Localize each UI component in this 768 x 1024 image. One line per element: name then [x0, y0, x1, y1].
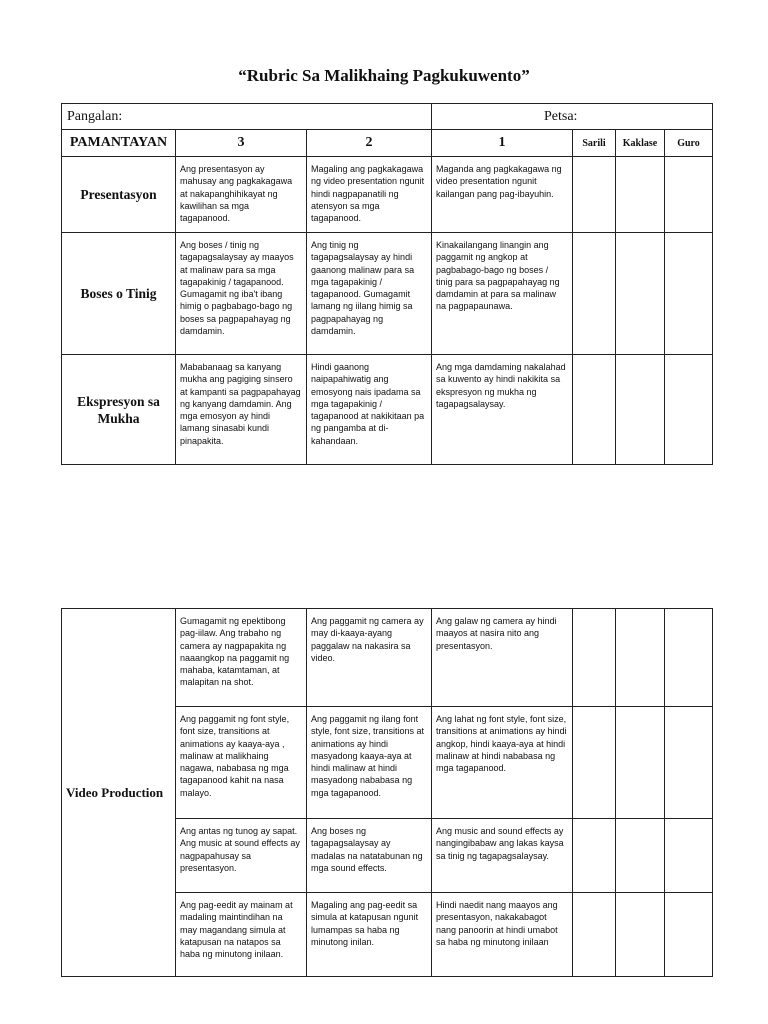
- criterion-label: Presentasyon: [62, 157, 176, 233]
- descriptor-score-3: Ang antas ng tunog ay sapat. Ang music at sound effects ay nagpapahusay sa presentasyon.: [176, 819, 307, 893]
- header-score-2: 2: [307, 130, 432, 157]
- header-score-1: 1: [432, 130, 573, 157]
- descriptor-score-1: Ang lahat ng font style, font size, transitions at animations ay hindi angkop, hindi kaaya-aya at hindi malinaw at hindi nababasa ng mga tagapanood.: [432, 707, 573, 819]
- descriptor-score-3: Ang pag-eedit ay mainam at madaling maintindihan na may magandang simula at katapusan na natapos sa haba ng minutong inilaan.: [176, 893, 307, 977]
- peer-score-cell[interactable]: [616, 355, 665, 465]
- self-score-cell[interactable]: [573, 819, 616, 893]
- descriptor-score-1: Maganda ang pagkakagawa ng video presentation ngunit kailangan pang pag-ibayuhin.: [432, 157, 573, 233]
- info-row: [62, 104, 713, 130]
- peer-score-cell[interactable]: [616, 707, 665, 819]
- descriptor-score-2: Ang boses ng tagapagsalaysay ay madalas na natatabunan ng mga sound effects.: [307, 819, 432, 893]
- descriptor-score-2: Ang paggamit ng camera ay may di-kaaya-ayang paggalaw na nakasira sa video.: [307, 609, 432, 707]
- teacher-score-cell[interactable]: [665, 893, 713, 977]
- descriptor-score-1: Ang galaw ng camera ay hindi maayos at nasira nito ang presentasyon.: [432, 609, 573, 707]
- descriptor-score-2: Magaling ang pagkakagawa ng video presentation ngunit hindi nagpapanatili ng atensyon sa mga tagapanood.: [307, 157, 432, 233]
- criterion-label: Boses o Tinig: [62, 233, 176, 355]
- rubric-table-main: [61, 103, 713, 465]
- descriptor-score-1: Kinakailangang linangin ang paggamit ng angkop at pagbabago-bago ng boses / tinig para sa pagpapahayag ng damdamin at para sa malinaw na pagpapaunawa.: [432, 233, 573, 355]
- teacher-score-cell[interactable]: [665, 707, 713, 819]
- header-self: Sarili: [573, 130, 616, 157]
- peer-score-cell[interactable]: [616, 893, 665, 977]
- criterion-label: Ekspresyon sa Mukha: [62, 355, 176, 465]
- rubric-row-presentasyon: [62, 157, 713, 233]
- teacher-score-cell[interactable]: [665, 609, 713, 707]
- teacher-score-cell[interactable]: [665, 355, 713, 465]
- descriptor-score-3: Mababanaag sa kanyang mukha ang pagiging sinsero at kampanti sa pagpapahayag ng kanyang damdamin. Ang mga emosyon ay hindi lamang sinasabi kundi pinapakita.: [176, 355, 307, 465]
- self-score-cell[interactable]: [573, 355, 616, 465]
- header-teacher: Guro: [665, 130, 713, 157]
- header-peer: Kaklase: [616, 130, 665, 157]
- self-score-cell[interactable]: [573, 893, 616, 977]
- teacher-score-cell[interactable]: [665, 233, 713, 355]
- descriptor-score-3: Ang boses / tinig ng tagapagsalaysay ay maayos at malinaw para sa mga tagapakinig / tagapanood. Gumagamit ng iba't ibang himig o pagbabago-bago ng boses sa pagpapahayag ng damdamin.: [176, 233, 307, 355]
- descriptor-score-3: Ang paggamit ng font style, font size, transitions at animations ay kaaya-aya , malinaw at malikhaing nagawa, nababasa ng mga tagapanood kahit na nasa malayo.: [176, 707, 307, 819]
- header-score-3: 3: [176, 130, 307, 157]
- peer-score-cell[interactable]: [616, 819, 665, 893]
- peer-score-cell[interactable]: [616, 157, 665, 233]
- criterion-label-video: Video Production: [62, 609, 176, 977]
- self-score-cell[interactable]: [573, 707, 616, 819]
- name-label: Pangalan:: [62, 104, 432, 130]
- descriptor-score-1: Ang mga damdaming nakalahad sa kuwento ay hindi nakikita sa ekspresyon ng mukha ng tagapagsalaysay.: [432, 355, 573, 465]
- descriptor-score-2: Ang tinig ng tagapagsalaysay ay hindi gaanong malinaw para sa mga tagapakinig / tagapanood. Gumagamit lamang ng iilang himig sa pagpapahayag ng damdamin.: [307, 233, 432, 355]
- video-row-camera: [62, 609, 713, 707]
- self-score-cell[interactable]: [573, 233, 616, 355]
- rubric-table-video: [61, 608, 713, 977]
- descriptor-score-3: Gumagamit ng epektibong pag-iilaw. Ang trabaho ng camera ay nagpapakita ng naaangkop na paggamit ng mahaba, katamtaman, at malapitan na shot.: [176, 609, 307, 707]
- rubric-row-ekspresyon: [62, 355, 713, 465]
- date-label: Petsa:: [432, 104, 713, 130]
- column-header-row: [62, 130, 713, 157]
- descriptor-score-3: Ang presentasyon ay mahusay ang pagkakagawa at nakapanghihikayat ng kawilihan sa mga tagapanood.: [176, 157, 307, 233]
- rubric-title: “Rubric Sa Malikhaing Pagkukuwento”: [238, 66, 530, 85]
- peer-score-cell[interactable]: [616, 609, 665, 707]
- teacher-score-cell[interactable]: [665, 819, 713, 893]
- self-score-cell[interactable]: [573, 609, 616, 707]
- teacher-score-cell[interactable]: [665, 157, 713, 233]
- descriptor-score-2: Ang paggamit ng ilang font style, font size, transitions at animations ay hindi masyadong kaaya-aya at hindi malinaw at hindi masyadong nababasa ng mga tagapanood.: [307, 707, 432, 819]
- descriptor-score-2: Hindi gaanong naipapahiwatig ang emosyong nais ipadama sa mga tagapakinig / tagapanood at nakikitaan pa ng pangamba at di-kahandaan.: [307, 355, 432, 465]
- descriptor-score-2: Magaling ang pag-eedit sa simula at katapusan ngunit lumampas sa haba ng minutong inilan.: [307, 893, 432, 977]
- rubric-row-boses: [62, 233, 713, 355]
- peer-score-cell[interactable]: [616, 233, 665, 355]
- header-criteria: PAMANTAYAN: [62, 130, 176, 157]
- descriptor-score-1: Hindi naedit nang maayos ang presentasyon, nakakabagot nang panoorin at hindi umabot sa haba ng minutong inilaan: [432, 893, 573, 977]
- descriptor-score-1: Ang music and sound effects ay nangingibabaw ang lakas kaysa sa tinig ng tagapagsalaysay.: [432, 819, 573, 893]
- self-score-cell[interactable]: [573, 157, 616, 233]
